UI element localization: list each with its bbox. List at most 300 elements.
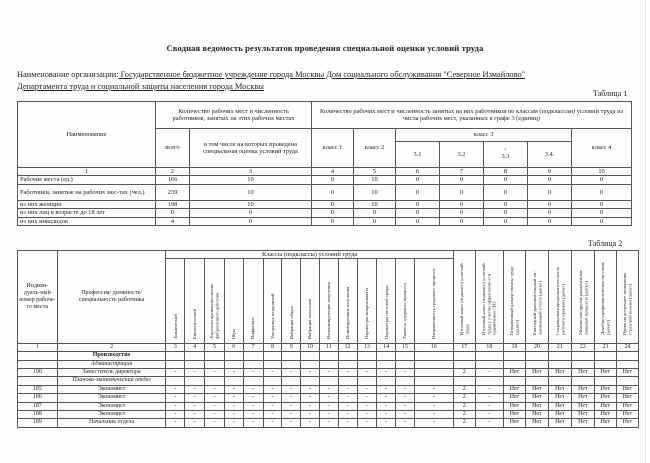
empty-cell — [338, 377, 357, 385]
table-cell: - — [377, 369, 396, 377]
column-number: 3 — [166, 343, 185, 351]
table-cell: - — [282, 419, 301, 427]
table-cell: 2 — [453, 394, 475, 402]
table-cell: - — [185, 385, 205, 393]
table-cell: Нет — [548, 369, 571, 377]
header-factor-severity: Тяжесть трудового процесса — [402, 283, 408, 340]
header-factor-intensity: Напряженность трудового процесса — [431, 269, 437, 340]
empty-cell — [338, 352, 357, 360]
profession: Экономист — [57, 385, 166, 393]
header-classes-group: Количество рабочих мест и численность занятых на них работников по классам (подклассам) условий труда из числа рабочих мест, указанных в графе 3 (единиц) — [312, 102, 632, 129]
column-number: 16 — [414, 343, 453, 351]
empty-cell — [594, 377, 616, 385]
header-factor-chemical: Химический — [172, 314, 178, 340]
table-row — [18, 419, 639, 427]
empty-cell — [377, 360, 396, 368]
empty-cell — [571, 377, 594, 385]
table-cell: - — [319, 402, 338, 410]
table-cell: Нет — [503, 394, 525, 402]
header-class2: класс 2 — [354, 129, 396, 168]
empty-cell — [414, 352, 453, 360]
table-cell: Нет — [525, 394, 548, 402]
empty-cell — [503, 352, 525, 360]
empty-cell — [166, 377, 185, 385]
table-cell: - — [205, 394, 225, 402]
table-cell: - — [263, 369, 282, 377]
table-cell: Нет — [594, 385, 616, 393]
workplace-table-2 — [17, 250, 639, 428]
empty-cell — [282, 377, 301, 385]
table-cell: - — [224, 402, 243, 410]
table-row — [18, 394, 639, 402]
table-cell: - — [166, 419, 185, 427]
section-row — [18, 352, 639, 360]
column-number: 4 — [185, 343, 205, 351]
empty-cell — [243, 352, 263, 360]
column-number: 13 — [357, 343, 377, 351]
profession: Экономист — [57, 402, 166, 410]
table-cell: 2 — [453, 411, 475, 419]
header-total: всего — [156, 129, 190, 168]
table-cell: - — [301, 419, 320, 427]
empty-cell — [224, 352, 243, 360]
header-factor-ultrasound: Ультразвук воздушный — [269, 294, 275, 340]
empty-cell — [475, 377, 503, 385]
profession: Начальник отдела — [57, 419, 166, 427]
table-cell: Нет — [616, 369, 638, 377]
empty-cell — [377, 352, 396, 360]
header-factor-lighting: Параметры световой среды — [383, 285, 389, 340]
table-cell: - — [301, 369, 320, 377]
table-cell: - — [357, 419, 377, 427]
section-label: Производство — [57, 352, 166, 360]
table-cell: Нет — [571, 419, 594, 427]
table-cell: - — [263, 411, 282, 419]
subsection-label: Администрация — [57, 360, 166, 368]
table-cell: - — [414, 411, 453, 419]
header-factor-noise: Шум — [231, 329, 237, 340]
table-cell: Нет — [616, 402, 638, 410]
header-class3-1: 3.1 — [396, 142, 440, 168]
table-cell: - — [243, 394, 263, 402]
table-cell: - — [205, 419, 225, 427]
empty-cell — [475, 352, 503, 360]
table-cell: - — [396, 369, 415, 377]
empty-cell — [263, 352, 282, 360]
header-assessed: в том числе на которых проведена специальная оценка условий труда — [190, 129, 312, 168]
empty-cell — [525, 360, 548, 368]
column-number: 7 — [243, 343, 263, 351]
table-cell: Нет — [525, 402, 548, 410]
table-cell: 2 — [453, 385, 475, 393]
org-label: Наименование организации: — [17, 70, 119, 79]
empty-cell — [185, 360, 205, 368]
table-cell: - — [282, 402, 301, 410]
empty-cell — [319, 377, 338, 385]
column-number: 15 — [396, 343, 415, 351]
empty-cell — [338, 360, 357, 368]
table-cell: - — [205, 411, 225, 419]
table-cell: Нет — [571, 385, 594, 393]
empty-cell — [525, 352, 548, 360]
empty-cell — [243, 377, 263, 385]
table-cell: Нет — [503, 419, 525, 427]
column-number: 2 — [57, 343, 166, 351]
table-cell: - — [357, 369, 377, 377]
empty-cell — [205, 377, 225, 385]
table-cell: Нет — [571, 411, 594, 419]
table-cell: - — [396, 419, 415, 427]
table-cell: - — [475, 402, 503, 410]
table-cell: Нет — [594, 394, 616, 402]
header-factor-local-vibration: Вибрация локальная — [307, 299, 313, 340]
table-cell: Нет — [525, 385, 548, 393]
header-factor-aerosols: Аэрозоли преимущественно фиброгенного действия — [209, 284, 220, 340]
empty-cell — [301, 377, 320, 385]
table-cell: - — [205, 385, 225, 393]
table-cell: - — [282, 394, 301, 402]
table-cell: - — [243, 402, 263, 410]
column-number: 23 — [594, 343, 616, 351]
org-name-line2: Департамента труда и социальной защиты населения города Москвы — [17, 81, 264, 91]
header-class1: класс 1 — [312, 129, 354, 168]
header-factor-infrasound: Инфразвук — [250, 317, 256, 340]
table-cell: - — [301, 411, 320, 419]
table-cell: - — [282, 385, 301, 393]
empty-cell — [377, 377, 396, 385]
table-cell: - — [166, 394, 185, 402]
empty-cell — [396, 377, 415, 385]
table-cell: Нет — [548, 394, 571, 402]
table-cell: Нет — [548, 411, 571, 419]
header-class3: класс 3 — [396, 129, 572, 142]
table-cell: Нет — [525, 419, 548, 427]
table-cell: - — [396, 394, 415, 402]
table-cell: - — [224, 411, 243, 419]
header-workplaces-group: Количество рабочих мест и численность работников, занятых на этих рабочих местах — [156, 102, 312, 129]
column-number-row — [18, 343, 639, 351]
table-cell: - — [263, 394, 282, 402]
empty-cell — [525, 377, 548, 385]
table-cell: - — [319, 419, 338, 427]
empty-cell — [301, 360, 320, 368]
table-cell: - — [475, 385, 503, 393]
table-cell: Нет — [594, 369, 616, 377]
table-row — [18, 385, 639, 393]
table-cell: - — [338, 419, 357, 427]
table-cell: - — [263, 402, 282, 410]
table-cell: - — [263, 419, 282, 427]
empty-cell — [185, 377, 205, 385]
table-cell: Нет — [503, 411, 525, 419]
table-cell: - — [319, 394, 338, 402]
table-cell: - — [282, 369, 301, 377]
table-cell: - — [185, 369, 205, 377]
table-cell: - — [377, 419, 396, 427]
column-number: 14 — [377, 343, 396, 351]
header-factor-microclimate: Параметры микроклимата — [364, 288, 370, 340]
table-cell: - — [243, 385, 263, 393]
empty-cell — [18, 352, 58, 360]
workplace-id: 185 — [18, 385, 58, 393]
table-cell: - — [224, 419, 243, 427]
column-number: 18 — [475, 343, 503, 351]
empty-cell — [263, 377, 282, 385]
table-cell: Нет — [571, 402, 594, 410]
table-cell: - — [319, 369, 338, 377]
table-cell — [414, 369, 453, 377]
workplace-id: 188 — [18, 411, 58, 419]
table-row: Рабочие места (ед.) 166 10 0 10 0 0 0 0 0 — [18, 176, 632, 184]
header-workplace-id: Индиви-дуаль-ный номер рабоче-го места — [18, 251, 58, 344]
column-number: 12 — [338, 343, 357, 351]
table-cell: - — [205, 402, 225, 410]
table-cell: - — [319, 411, 338, 419]
table-cell: - — [396, 385, 415, 393]
workplace-id: 189 — [18, 419, 58, 427]
header-class3-3: • 3.3 — [484, 142, 528, 168]
column-number: 20 — [525, 343, 548, 351]
empty-cell — [301, 352, 320, 360]
header-milk: Молоко или другие равноценные пищевые продукты (да/нет) — [577, 270, 588, 336]
empty-cell — [282, 352, 301, 360]
empty-cell — [616, 352, 638, 360]
empty-cell — [224, 360, 243, 368]
empty-cell — [548, 360, 571, 368]
empty-cell — [282, 360, 301, 368]
header-early-pension: Право на досрочное назначение страховой пенсии (да/нет) — [622, 272, 633, 336]
empty-cell — [205, 360, 225, 368]
column-number: 6 — [224, 343, 243, 351]
table1-caption: Таблица 1 — [593, 89, 628, 98]
table-cell: - — [357, 402, 377, 410]
org-name-line1: Государственное бюджетное учреждение города Москвы Дом социального обслуживания "Северное Измайлово" — [118, 70, 526, 79]
column-number: 11 — [319, 343, 338, 351]
empty-cell — [503, 360, 525, 368]
empty-cell — [616, 360, 638, 368]
empty-cell — [453, 377, 475, 385]
header-therapeutic-food: Лечебно-профилактическое пи-тание (да/нет) — [600, 262, 611, 336]
column-number: 1 — [18, 343, 58, 351]
table-cell: - — [377, 385, 396, 393]
table-cell: - — [301, 385, 320, 393]
table-row: Работники, занятые на рабочих мес-тах (чел.) 239 10 0 10 0 0 0 0 0 — [18, 184, 632, 200]
table-cell: Нет — [525, 411, 548, 419]
table-cell: Нет — [503, 369, 525, 377]
table-row: из них лиц в возрасте до 18 лет 0 0 0 0 0 0 0 0 0 — [18, 209, 632, 217]
subsection-row — [18, 377, 639, 385]
table-cell: Нет — [594, 419, 616, 427]
empty-cell — [357, 377, 377, 385]
table-cell: Нет — [594, 402, 616, 410]
table-cell: - — [475, 369, 503, 377]
table-cell: - — [414, 402, 453, 410]
table-cell: - — [475, 394, 503, 402]
column-number: 21 — [548, 343, 571, 351]
profession: Заместитель директора — [57, 369, 166, 377]
header-increased-pay: Повышенный размер оплаты труда (да,нет) — [509, 266, 520, 336]
table-cell: Нет — [525, 369, 548, 377]
table-cell: Нет — [503, 385, 525, 393]
table-cell: - — [301, 402, 320, 410]
empty-cell — [414, 360, 453, 368]
header-total-class-ppe: Итоговый класс (подкласс) усло-вий труда с учетом эффективно-сти применения СИЗ — [481, 263, 497, 336]
column-number: 10 — [301, 343, 320, 351]
empty-cell — [396, 352, 415, 360]
table-cell: - — [263, 385, 282, 393]
table-cell: Нет — [548, 402, 571, 410]
header-class4: класс 4 — [572, 129, 632, 168]
table-cell: Нет — [616, 411, 638, 419]
table-cell: - — [185, 394, 205, 402]
empty-cell — [166, 360, 185, 368]
empty-cell — [396, 360, 415, 368]
table-row — [18, 402, 639, 410]
column-number: 19 — [503, 343, 525, 351]
table-cell: - — [224, 385, 243, 393]
table-cell: Нет — [616, 385, 638, 393]
table-cell: - — [301, 394, 320, 402]
table-row: из них женщин 198 10 0 10 0 0 0 0 0 — [18, 200, 632, 208]
header-factor-biological: Биологический — [191, 309, 197, 340]
table-cell: - — [396, 402, 415, 410]
table-cell: - — [475, 411, 503, 419]
table-cell: - — [338, 402, 357, 410]
table-cell: Нет — [616, 419, 638, 427]
empty-cell — [571, 360, 594, 368]
empty-cell — [263, 360, 282, 368]
table-cell: - — [166, 385, 185, 393]
column-number: 9 — [282, 343, 301, 351]
table-cell: - — [319, 385, 338, 393]
header-factor-general-vibration: Вибрация общая — [288, 306, 294, 340]
table-cell: - — [338, 369, 357, 377]
empty-cell — [357, 360, 377, 368]
table2-caption: Таблица 2 — [588, 239, 623, 248]
document-title: Сводная ведомость результатов проведения специальной оценки условий труда — [166, 43, 484, 53]
table-row — [18, 369, 639, 377]
empty-cell — [243, 360, 263, 368]
header-name: Наименование — [18, 102, 156, 168]
profession: Экономист — [57, 411, 166, 419]
empty-cell — [453, 352, 475, 360]
column-number: 22 — [571, 343, 594, 351]
table-cell: - — [414, 385, 453, 393]
empty-cell — [616, 377, 638, 385]
table-cell: - — [224, 369, 243, 377]
table-cell: - — [357, 385, 377, 393]
column-number: 17 — [453, 343, 475, 351]
table-cell: - — [205, 369, 225, 377]
column-number-row: 1 2 3 4 5 6 7 8 9 10 — [18, 168, 632, 176]
table-cell: - — [185, 402, 205, 410]
empty-cell — [453, 360, 475, 368]
table-cell: Нет — [571, 394, 594, 402]
table-cell: - — [377, 402, 396, 410]
table-cell: Нет — [616, 394, 638, 402]
header-class3-2: 3.2 — [440, 142, 484, 168]
table-cell: 2 — [453, 402, 475, 410]
workplace-id: 190 — [18, 369, 58, 377]
table-cell: - — [357, 411, 377, 419]
table-cell: - — [338, 411, 357, 419]
empty-cell — [166, 352, 185, 360]
empty-cell — [503, 377, 525, 385]
empty-cell — [594, 360, 616, 368]
header-classes-group: Классы (подклассы) условий труда — [166, 251, 453, 259]
table-row: из них инвалидов 4 0 0 0 0 0 0 0 0 — [18, 217, 632, 225]
header-factor-nonionizing: Неионизирующие излучения — [326, 282, 332, 340]
table-cell: - — [166, 369, 185, 377]
table-cell: - — [414, 419, 453, 427]
table-cell: Нет — [503, 402, 525, 410]
table-cell: - — [414, 394, 453, 402]
table-cell: - — [243, 369, 263, 377]
table-cell: Нет — [594, 411, 616, 419]
empty-cell — [357, 352, 377, 360]
empty-cell — [224, 377, 243, 385]
organization-name — [17, 69, 607, 92]
header-reduced-hours: Сокращенная продолжитель-ность рабочего времени (да/нет) — [554, 267, 565, 336]
table-cell: - — [357, 394, 377, 402]
header-total-class: Итоговый класс (подкласс) усло-вий труда — [458, 263, 470, 336]
table-cell: - — [338, 385, 357, 393]
empty-cell — [414, 377, 453, 385]
empty-cell — [205, 352, 225, 360]
empty-cell — [548, 352, 571, 360]
table-cell: - — [377, 394, 396, 402]
table-cell: - — [224, 394, 243, 402]
subsection-label: Планово-экономический отдел — [57, 377, 166, 385]
empty-cell — [18, 377, 58, 385]
column-number: 24 — [616, 343, 638, 351]
table-cell: - — [243, 411, 263, 419]
header-profession: Профессия/ должность/ специальность работника — [57, 251, 166, 344]
table-cell: - — [185, 411, 205, 419]
page-edge — [645, 0, 646, 463]
empty-cell — [475, 360, 503, 368]
empty-cell — [185, 352, 205, 360]
table-cell: Нет — [548, 385, 571, 393]
table-cell: Нет — [548, 419, 571, 427]
workplace-id: 187 — [18, 402, 58, 410]
table-cell: - — [166, 411, 185, 419]
summary-table-1 — [17, 101, 632, 226]
table-cell: 2 — [453, 419, 475, 427]
column-number: 5 — [205, 343, 225, 351]
table-cell: - — [282, 411, 301, 419]
table-cell: - — [338, 394, 357, 402]
empty-cell — [571, 352, 594, 360]
table-row — [18, 411, 639, 419]
table-cell: 2 — [453, 369, 475, 377]
table-cell: - — [166, 402, 185, 410]
header-extra-leave: Ежегодный дополнительный оп-лачиваемый отпуск (да/нет) — [531, 271, 542, 336]
empty-cell — [548, 377, 571, 385]
header-class3-4: 3.4. — [528, 142, 572, 168]
column-number: 8 — [263, 343, 282, 351]
workplace-id: 186 — [18, 394, 58, 402]
profession: Экономист — [57, 394, 166, 402]
table-cell: - — [377, 411, 396, 419]
table-cell: - — [396, 411, 415, 419]
empty-cell — [319, 360, 338, 368]
subsection-row — [18, 360, 639, 368]
table-cell: - — [475, 419, 503, 427]
empty-cell — [594, 352, 616, 360]
table-cell: - — [185, 419, 205, 427]
pen-mark: • — [504, 148, 507, 154]
